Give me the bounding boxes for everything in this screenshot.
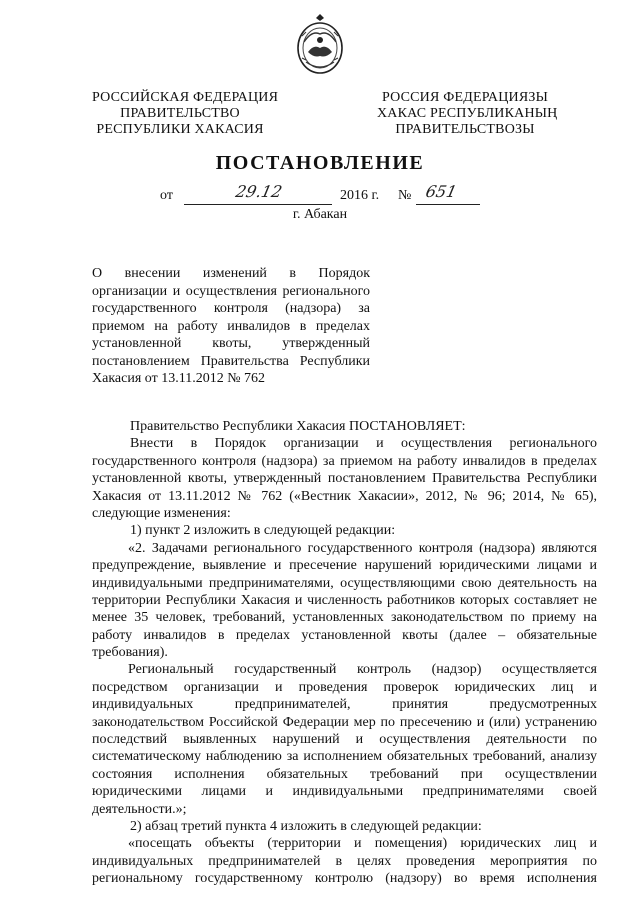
body-line: Хакасия от 13.11.2012 № 762 («Вестник Хакасии», 2012, № 96; 2014, № 65), xyxy=(92,488,597,504)
body-line: индивидуальными предпринимателями, осуществляющими свою деятельность на xyxy=(92,575,597,591)
handwritten-date: 29.12 xyxy=(233,182,284,201)
subject-line: постановлением Правительства Республики xyxy=(92,353,370,369)
body-line: юридическими лицами и индивидуальными предпринимателями своей xyxy=(92,784,597,800)
body-line: посредством организации и проведения проверок юридических лиц и xyxy=(92,679,597,695)
header-right-line: РОССИЯ ФЕДЕРАЦИЯЗЫ xyxy=(381,90,549,105)
subject-line: организации и осуществления регионального xyxy=(92,283,370,299)
header-right-line: ПРАВИТЕЛЬСТВОЗЫ xyxy=(395,122,535,137)
city-label: г. Абакан xyxy=(292,207,348,222)
header-right-khakas xyxy=(377,90,558,138)
subject-block xyxy=(92,265,370,388)
subject-line: государственного контроля (надзора) за xyxy=(92,301,370,316)
body-line: Внести в Порядок организации и осуществления регионального xyxy=(130,436,597,452)
document-title: ПОСТАНОВЛЕНИЕ xyxy=(215,152,425,174)
header-left-line: РЕСПУБЛИКИ ХАКАСИЯ xyxy=(96,122,264,137)
body-line: работу инвалидов в пределах установленной квоты (далее – обязательные xyxy=(92,627,597,643)
coat-of-arms-emblem xyxy=(294,12,346,76)
from-label: от xyxy=(160,188,173,203)
body-line: законодательством Российской Федерации мер по пресечению и (или) устранению xyxy=(92,714,597,730)
body-line: территории Республики Хакасия и численность работников которых составляет не xyxy=(92,592,597,608)
header-left-russian xyxy=(92,90,279,138)
body-line: требования). xyxy=(92,645,168,661)
body-line: индивидуальных предпринимателей в целях проведения мероприятия по xyxy=(92,853,597,869)
body-line: деятельности.»; xyxy=(92,801,187,817)
body-line: региональному государственному контролю (надзору) во время исполнения xyxy=(92,871,597,887)
document-body xyxy=(92,418,597,888)
body-line: «2. Задачами регионального государственного контроля (надзора) являются xyxy=(128,540,597,556)
header-left-line: РОССИЙСКАЯ ФЕДЕРАЦИЯ xyxy=(92,90,279,105)
body-line: государственного контроля (надзора) за приемом на работу инвалидов в пределах xyxy=(92,453,597,469)
body-line: состояния исполнения обязательных требований при осуществлении xyxy=(92,766,597,782)
number-underline xyxy=(416,204,480,205)
year-label: 2016 г. xyxy=(340,188,380,203)
body-line: последствий выявленных нарушений и осуществления деятельности по xyxy=(92,732,597,748)
number-label: № xyxy=(398,188,412,203)
body-line: установленной квоты, утвержденный постановлением Правительства Республики xyxy=(92,471,597,487)
subject-line: О внесении изменений в Порядок xyxy=(92,266,370,281)
body-line: индивидуальных предпринимателей, принятия предусмотренных xyxy=(92,697,597,713)
body-line: Правительство Республики Хакасия ПОСТАНОВЛЯЕТ: xyxy=(130,419,466,434)
body-line: систематическому наблюдению за исполнением обязательных требований, анализу xyxy=(92,749,597,765)
body-line: менее 35 человек, требований, установленных законодательством по приему на xyxy=(92,610,597,626)
body-line: 2) абзац третий пункта 4 изложить в следующей редакции: xyxy=(130,818,482,834)
body-line: «посещать объекты (территории и помещения) юридических лиц и xyxy=(128,836,597,852)
subject-line: Хакасия от 13.11.2012 № 762 xyxy=(92,371,266,386)
body-line: предупреждение, выявление и пресечение нарушений юридическими лицами и xyxy=(92,558,597,574)
subject-line: установленной квоты, утвержденный xyxy=(92,336,370,351)
header-left-line: ПРАВИТЕЛЬСТВО xyxy=(120,106,240,121)
subject-line: приемом на работу инвалидов в пределах xyxy=(92,318,370,334)
date-underline xyxy=(184,204,332,205)
header-right-line: ХАКАС РЕСПУБЛИКАНЫҢ xyxy=(377,106,558,121)
handwritten-number: 651 xyxy=(423,182,459,201)
body-line: следующие изменения: xyxy=(92,505,231,521)
date-number-line xyxy=(160,182,500,208)
body-line: 1) пункт 2 изложить в следующей редакции: xyxy=(130,523,396,539)
body-line: Региональный государственный контроль (надзор) осуществляется xyxy=(128,662,597,678)
